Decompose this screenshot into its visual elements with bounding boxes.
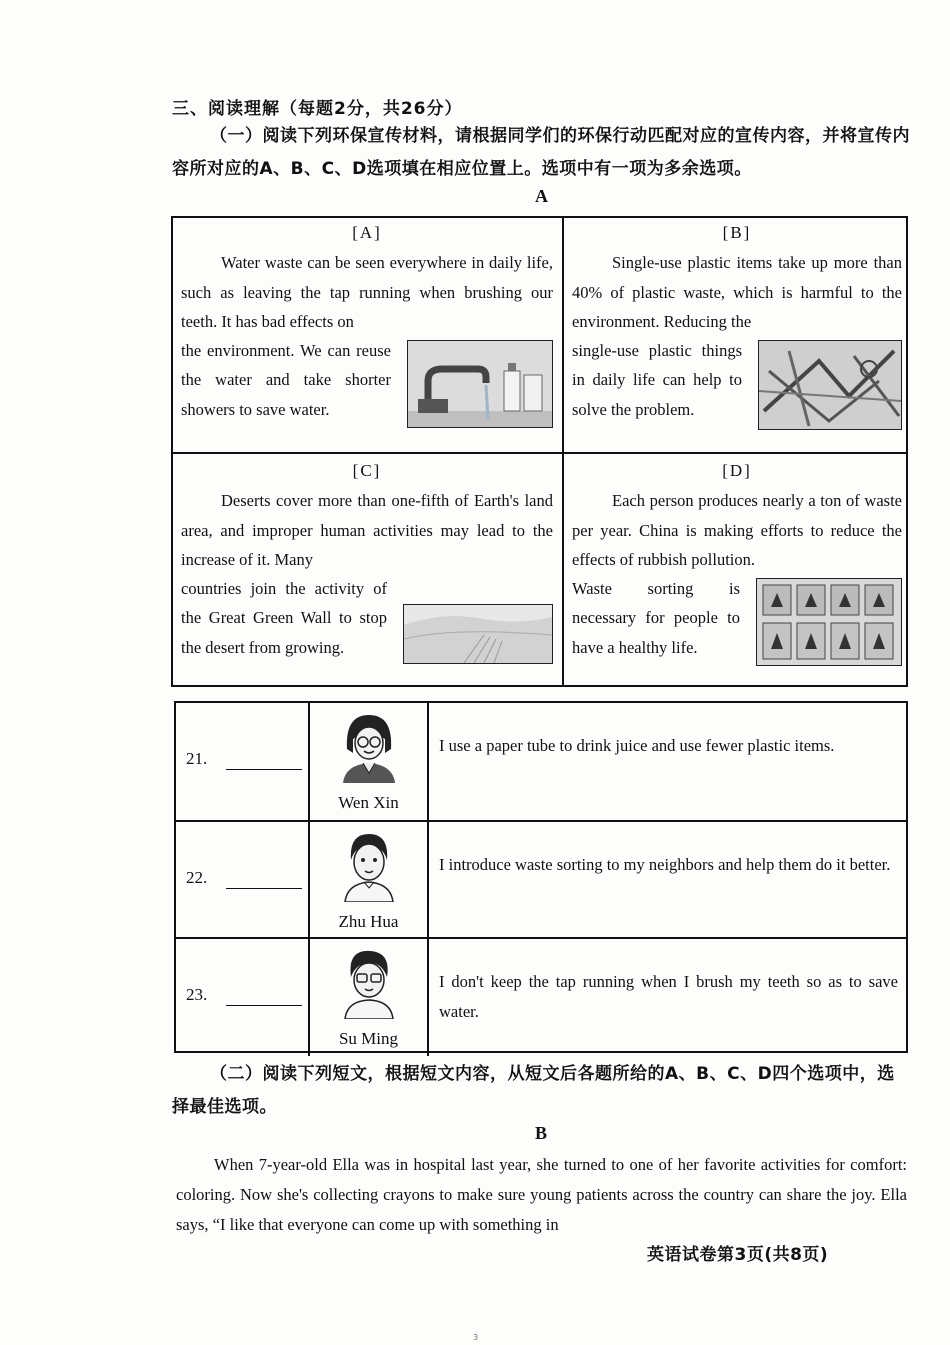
card-b-label: [B] [722, 223, 752, 242]
card-c [181, 456, 553, 664]
student-name: Su Ming [338, 1029, 399, 1048]
section-title: 三、阅读理解（每题2分，共26分） [172, 99, 463, 119]
card-a-label: [A] [352, 223, 382, 242]
page-footer: 英语试卷第3页(共8页) [647, 1245, 829, 1265]
answer-blank[interactable] [226, 1005, 302, 1006]
card-c-label: [C] [352, 461, 382, 480]
page-mark: 3 [473, 1333, 479, 1342]
passage-a-title: A [535, 186, 548, 206]
avatar [337, 828, 401, 902]
student-name: Zhu Hua [338, 912, 399, 931]
card-a-text-top: Water waste can be seen everywhere in daily life, such as leaving the tap running when brushing our teeth. It has bad effects on [181, 253, 553, 331]
card-a-text-side: the environment. We can reuse the water and take shorter showers to save water. [181, 341, 391, 419]
student-statement: I don't keep the tap running when I brush my teeth so as to save water. [439, 972, 898, 1021]
card-b-text-top: Single-use plastic items take up more than 40% of plastic waste, which is harmful to the environment. Reducing the [572, 253, 902, 331]
question-number: 23. [186, 985, 208, 1004]
card-d-text-side: Waste sorting is necessary for people to have a healthy life. [572, 579, 740, 657]
question-number: 22. [186, 868, 208, 887]
card-b [572, 218, 902, 430]
passage-b-text: When 7-year-old Ella was in hospital last year, she turned to one of her favorite activities for comfort: coloring. Now she's collecting crayons to make sure young patients across the country can share the joy. Ella says, “I like that everyone can come up with something in [176, 1155, 907, 1234]
promo-grid [171, 216, 908, 687]
card-c-text-side: countries join the activity of the Great Green Wall to stop the desert from growing. [181, 579, 387, 657]
avatar [337, 709, 401, 783]
student-statement: I introduce waste sorting to my neighbors and help them do it better. [439, 855, 891, 874]
student-statement: I use a paper tube to drink juice and use fewer plastic items. [439, 736, 835, 755]
table-row [176, 703, 906, 820]
grid-divider-horizontal [173, 452, 906, 454]
question-number: 21. [186, 749, 208, 768]
part1-instruction: （一）阅读下列环保宣传材料，请根据同学们的环保行动匹配对应的宣传内容，并将宣传内容所对应的A、B、C、D选项填在相应位置上。选项中有一项为多余选项。 [172, 126, 910, 179]
table-row [176, 820, 906, 939]
passage-b-title: B [535, 1123, 548, 1143]
card-b-text-side: single-use plastic things in daily life can help to solve the problem. [572, 341, 742, 419]
plastic-waste-photo [758, 340, 902, 430]
table-row [176, 937, 906, 1056]
answer-blank[interactable] [226, 769, 302, 770]
avatar [337, 945, 401, 1019]
matching-table [174, 701, 908, 1053]
card-a [181, 218, 553, 428]
sorting-bins-photo [756, 578, 902, 666]
tap-running-photo [407, 340, 553, 428]
card-d [572, 456, 902, 666]
part2-instruction: （二）阅读下列短文，根据短文内容，从短文后各题所给的A、B、C、D四个选项中，选择最佳选项。 [172, 1064, 895, 1117]
answer-blank[interactable] [226, 888, 302, 889]
student-name: Wen Xin [338, 793, 399, 812]
card-c-text-top: Deserts cover more than one-fifth of Earth's land area, and improper human activities may lead to the increase of it. Many [181, 491, 553, 569]
card-d-label: [D] [722, 461, 752, 480]
desert-photo [403, 604, 553, 664]
card-d-text-top: Each person produces nearly a ton of waste per year. China is making efforts to reduce the effects of rubbish pollution. [572, 491, 902, 569]
